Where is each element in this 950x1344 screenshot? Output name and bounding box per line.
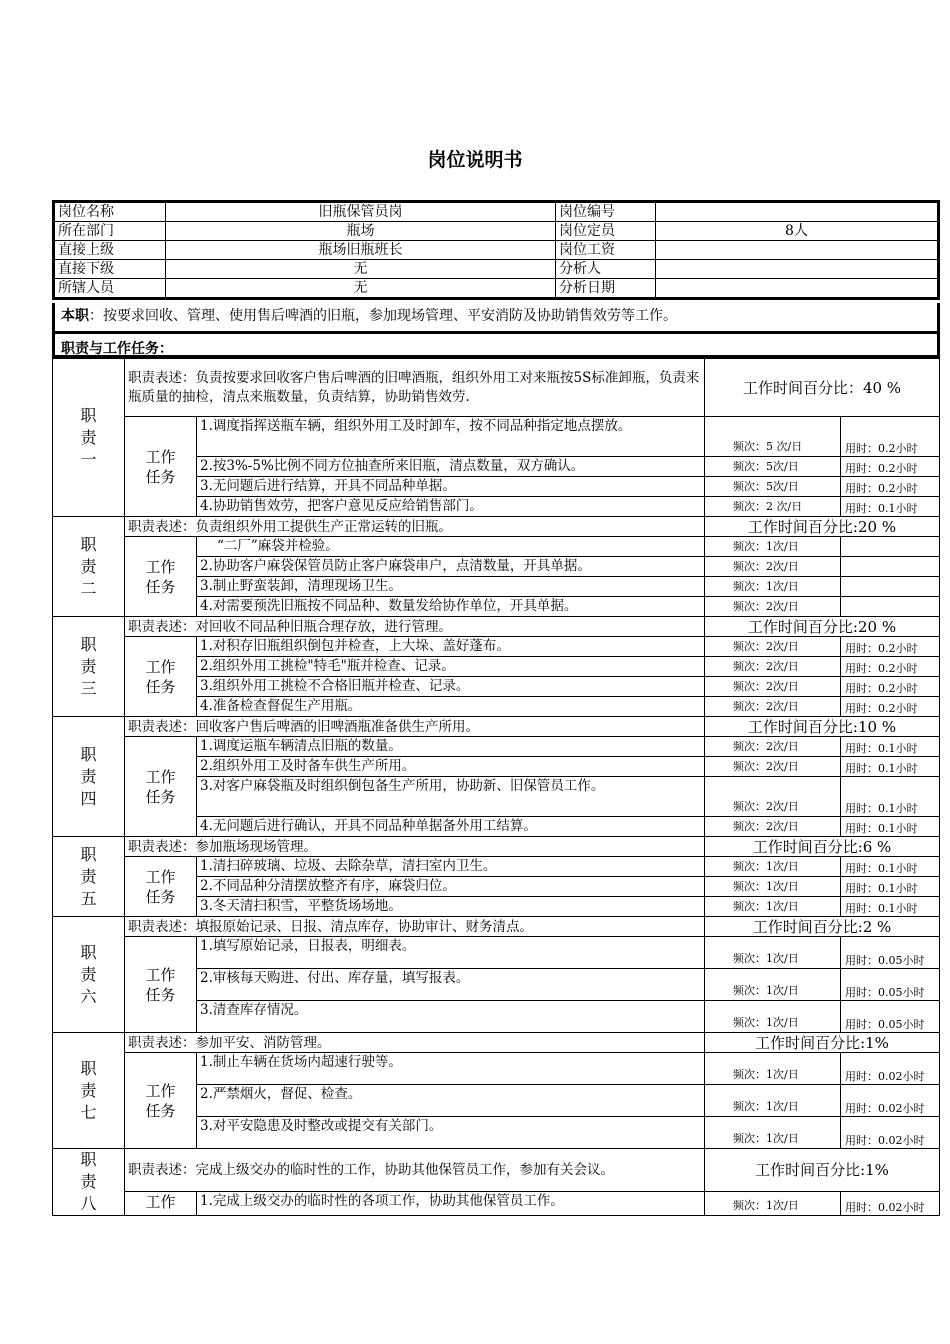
info-label: 直接下级 xyxy=(54,260,166,279)
info-label: 岗位工资 xyxy=(556,241,656,260)
duty-desc-row xyxy=(53,837,940,857)
info-label: 所在部门 xyxy=(54,222,166,241)
task-label: 工作 任务 xyxy=(125,857,197,917)
task-label: 工作 xyxy=(125,1192,197,1216)
task-row xyxy=(53,737,940,757)
task-text: “二厂”麻袋并检验。 xyxy=(197,537,705,557)
task-duration: 用时：0.1小时 xyxy=(841,497,940,517)
duty-time-percentage: 工作时间百分比:1% xyxy=(705,1033,940,1053)
task-row xyxy=(53,937,940,969)
info-value: 无 xyxy=(166,260,556,279)
info-row xyxy=(54,241,939,260)
duty-description: 职责表述：负责按要求回收客户售后啤酒的旧啤酒瓶，组织外用工对来瓶按5S标准卸瓶，负责来瓶质量的抽检，清点来瓶数量，负责结算，协助销售效劳. xyxy=(125,359,705,417)
task-text: 4.准备检查督促生产用瓶。 xyxy=(197,697,705,717)
task-text: 3.对客户麻袋瓶及时组织倒包备生产所用，协助新、旧保管员工作。 xyxy=(197,777,705,817)
main-responsibility-text: ：按要求回收、管理、使用售后啤酒的旧瓶，参加现场管理、平安消防及协助销售效劳等工作。 xyxy=(89,308,677,324)
task-frequency: 频次：1次/日 xyxy=(705,877,841,897)
duty-name: 职 责 五 xyxy=(53,837,125,917)
task-frequency: 频次：2次/日 xyxy=(705,817,841,837)
info-label: 所辖人员 xyxy=(54,279,166,299)
task-duration: 用时：0.1小时 xyxy=(841,737,940,757)
task-text: 1.完成上级交办的临时性的各项工作，协助其他保管员工作。 xyxy=(197,1192,705,1216)
task-frequency: 频次：5次/日 xyxy=(705,477,841,497)
task-frequency: 频次：1次/日 xyxy=(705,537,841,557)
main-responsibility-label: 本职 xyxy=(61,308,89,324)
info-value: 8人 xyxy=(656,222,939,241)
task-label: 工作 任务 xyxy=(125,537,197,617)
task-frequency: 频次：1次/日 xyxy=(705,1085,841,1117)
task-frequency: 频次：1次/日 xyxy=(705,577,841,597)
task-text: 1.清扫碎玻璃、垃圾、去除杂草，清扫室内卫生。 xyxy=(197,857,705,877)
duty-name: 职 责 三 xyxy=(53,617,125,717)
task-text: 3.制止野蛮装卸，清理现场卫生。 xyxy=(197,577,705,597)
duty-description: 职责表述：对回收不同品种旧瓶合理存放，进行管理。 xyxy=(125,617,705,637)
task-label: 工作 任务 xyxy=(125,1053,197,1149)
info-value xyxy=(656,260,939,279)
task-duration: 用时：0.1小时 xyxy=(841,777,940,817)
task-duration: 用时：0.2小时 xyxy=(841,637,940,657)
task-duration: 用时：0.02小时 xyxy=(841,1192,940,1216)
task-duration xyxy=(841,557,940,577)
task-duration: 用时：0.1小时 xyxy=(841,877,940,897)
duty-description: 职责表述：回收客户售后啤酒的旧啤酒瓶准备供生产所用。 xyxy=(125,717,705,737)
duty-time-percentage: 工作时间百分比:1% xyxy=(705,1149,940,1192)
task-frequency: 频次：2次/日 xyxy=(705,757,841,777)
task-text: 3.冬天清扫积雪，平整货场场地。 xyxy=(197,897,705,917)
task-text: 2.审核每天购进、付出、库存量，填写报表。 xyxy=(197,969,705,1001)
task-duration: 用时：0.02小时 xyxy=(841,1053,940,1085)
document-title: 岗位说明书 xyxy=(427,149,523,171)
task-text: 1.制止车辆在货场内超速行驶等。 xyxy=(197,1053,705,1085)
task-frequency: 频次：2次/日 xyxy=(705,677,841,697)
position-info-table xyxy=(52,200,940,300)
info-value xyxy=(656,202,939,222)
duty-time-percentage: 工作时间百分比:2 % xyxy=(705,917,940,937)
duty-name: 职 责 八 xyxy=(53,1149,125,1216)
task-row xyxy=(53,417,940,457)
task-text: 2.组织外用工挑检"特毛"瓶并检查、记录。 xyxy=(197,657,705,677)
task-row xyxy=(53,1192,940,1216)
task-duration: 用时：0.2小时 xyxy=(841,457,940,477)
task-frequency: 频次：2次/日 xyxy=(705,557,841,577)
duty-time-percentage: 工作时间百分比:20 % xyxy=(705,617,940,637)
duty-time-percentage: 工作时间百分比:20 % xyxy=(705,517,940,537)
task-text: 2.按3%-5%比例不同方位抽查所来旧瓶，清点数量，双方确认。 xyxy=(197,457,705,477)
duty-desc-row xyxy=(53,617,940,637)
duty-desc-row xyxy=(53,517,940,537)
duties-header xyxy=(52,334,940,358)
task-duration: 用时：0.05小时 xyxy=(841,969,940,1001)
duty-name: 职 责 二 xyxy=(53,517,125,617)
info-row xyxy=(54,279,939,299)
info-value: 旧瓶保管员岗 xyxy=(166,202,556,222)
task-row xyxy=(53,537,940,557)
duty-name: 职 责 一 xyxy=(53,359,125,517)
task-duration: 用时：0.1小时 xyxy=(841,857,940,877)
task-text: 4.无问题后进行确认，开具不同品种单据备外用工结算。 xyxy=(197,817,705,837)
duty-name: 职 责 六 xyxy=(53,917,125,1033)
duty-desc-row xyxy=(53,717,940,737)
task-text: 4.对需要预洗旧瓶按不同品种、数量发给协作单位，开具单据。 xyxy=(197,597,705,617)
duty-time-percentage: 工作时间百分比:6 % xyxy=(705,837,940,857)
task-duration: 用时：0.02小时 xyxy=(841,1085,940,1117)
task-frequency: 频次：2 次/日 xyxy=(705,497,841,517)
duty-desc-row xyxy=(53,1033,940,1053)
task-text: 4.协助销售效劳，把客户意见反应给销售部门。 xyxy=(197,497,705,517)
duty-desc-row xyxy=(53,1149,940,1192)
duty-description: 职责表述：完成上级交办的临时性的工作，协助其他保管员工作，参加有关会议。 xyxy=(125,1149,705,1192)
duty-description: 职责表述：负责组织外用工提供生产正常运转的旧瓶。 xyxy=(125,517,705,537)
duties-table xyxy=(52,358,940,1216)
info-label: 岗位名称 xyxy=(54,202,166,222)
task-duration: 用时：0.02小时 xyxy=(841,1117,940,1149)
task-duration xyxy=(841,577,940,597)
duty-desc-row xyxy=(53,359,940,417)
task-frequency: 频次：2次/日 xyxy=(705,737,841,757)
task-row xyxy=(53,637,940,657)
task-frequency: 频次：2次/日 xyxy=(705,597,841,617)
task-text: 2.组织外用工及时备车供生产所用。 xyxy=(197,757,705,777)
info-value: 无 xyxy=(166,279,556,299)
task-duration: 用时：0.05小时 xyxy=(841,1001,940,1033)
duty-description: 职责表述：参加平安、消防管理。 xyxy=(125,1033,705,1053)
task-text: 3.无问题后进行结算，开具不同品种单据。 xyxy=(197,477,705,497)
task-text: 3.对平安隐患及时整改或提交有关部门。 xyxy=(197,1117,705,1149)
task-text: 3.清查库存情况。 xyxy=(197,1001,705,1033)
info-label: 岗位编号 xyxy=(556,202,656,222)
task-frequency: 频次：2次/日 xyxy=(705,657,841,677)
task-duration: 用时：0.2小时 xyxy=(841,697,940,717)
task-duration: 用时：0.1小时 xyxy=(841,817,940,837)
task-text: 1.填写原始记录，日报表，明细表。 xyxy=(197,937,705,969)
task-duration xyxy=(841,597,940,617)
info-label: 分析人 xyxy=(556,260,656,279)
main-responsibility xyxy=(52,303,940,334)
task-text: 2.不同品种分清摆放整齐有序，麻袋归位。 xyxy=(197,877,705,897)
task-frequency: 频次：1次/日 xyxy=(705,937,841,969)
task-frequency: 频次：2次/日 xyxy=(705,697,841,717)
task-duration: 用时：0.1小时 xyxy=(841,757,940,777)
task-label: 工作 任务 xyxy=(125,417,197,517)
task-text: 1.调度运瓶车辆清点旧瓶的数量。 xyxy=(197,737,705,757)
task-label: 工作 任务 xyxy=(125,737,197,837)
task-duration: 用时：0.1小时 xyxy=(841,897,940,917)
info-row xyxy=(54,202,939,222)
info-value: 瓶场 xyxy=(166,222,556,241)
task-row xyxy=(53,857,940,877)
task-frequency: 频次：1次/日 xyxy=(705,1192,841,1216)
task-frequency: 频次：2次/日 xyxy=(705,777,841,817)
task-frequency: 频次：1次/日 xyxy=(705,969,841,1001)
task-duration: 用时：0.2小时 xyxy=(841,477,940,497)
info-value xyxy=(656,241,939,260)
duty-time-percentage: 工作时间百分比:10 % xyxy=(705,717,940,737)
task-label: 工作 任务 xyxy=(125,937,197,1033)
task-text: 2.协助客户麻袋保管员防止客户麻袋串户，点清数量，开具单据。 xyxy=(197,557,705,577)
duty-desc-row xyxy=(53,917,940,937)
task-text: 1.对积存旧瓶组织倒包并检查，上大垛、盖好蓬布。 xyxy=(197,637,705,657)
task-frequency: 频次：1次/日 xyxy=(705,857,841,877)
task-duration: 用时：0.2小时 xyxy=(841,417,940,457)
task-frequency: 频次：1次/日 xyxy=(705,1001,841,1033)
task-text: 2.严禁烟火，督促、检查。 xyxy=(197,1085,705,1117)
task-label: 工作 任务 xyxy=(125,637,197,717)
duty-time-percentage: 工作时间百分比：40 % xyxy=(705,359,940,417)
task-frequency: 频次：5次/日 xyxy=(705,457,841,477)
task-frequency: 频次：1次/日 xyxy=(705,897,841,917)
task-text: 3.组织外用工挑检不合格旧瓶并检查、记录。 xyxy=(197,677,705,697)
task-duration: 用时：0.05小时 xyxy=(841,937,940,969)
info-row xyxy=(54,260,939,279)
task-frequency: 频次：2次/日 xyxy=(705,637,841,657)
duty-name: 职 责 七 xyxy=(53,1033,125,1149)
info-label: 直接上级 xyxy=(54,241,166,260)
info-label: 岗位定员 xyxy=(556,222,656,241)
task-duration: 用时：0.2小时 xyxy=(841,677,940,697)
info-value xyxy=(656,279,939,299)
duty-description: 职责表述：参加瓶场现场管理。 xyxy=(125,837,705,857)
info-value: 瓶场旧瓶班长 xyxy=(166,241,556,260)
duties-header-label: 职责与工作任务： xyxy=(61,341,173,357)
task-frequency: 频次：5 次/日 xyxy=(705,417,841,457)
task-duration: 用时：0.2小时 xyxy=(841,657,940,677)
task-frequency: 频次：1次/日 xyxy=(705,1053,841,1085)
task-row xyxy=(53,1053,940,1085)
task-text: 1.调度指挥送瓶车辆，组织外用工及时卸车，按不同品种指定地点摆放。 xyxy=(197,417,705,457)
info-row xyxy=(54,222,939,241)
info-label: 分析日期 xyxy=(556,279,656,299)
duty-description: 职责表述：填报原始记录、日报、清点库存，协助审计、财务清点。 xyxy=(125,917,705,937)
duty-name: 职 责 四 xyxy=(53,717,125,837)
task-frequency: 频次：1次/日 xyxy=(705,1117,841,1149)
task-duration xyxy=(841,537,940,557)
